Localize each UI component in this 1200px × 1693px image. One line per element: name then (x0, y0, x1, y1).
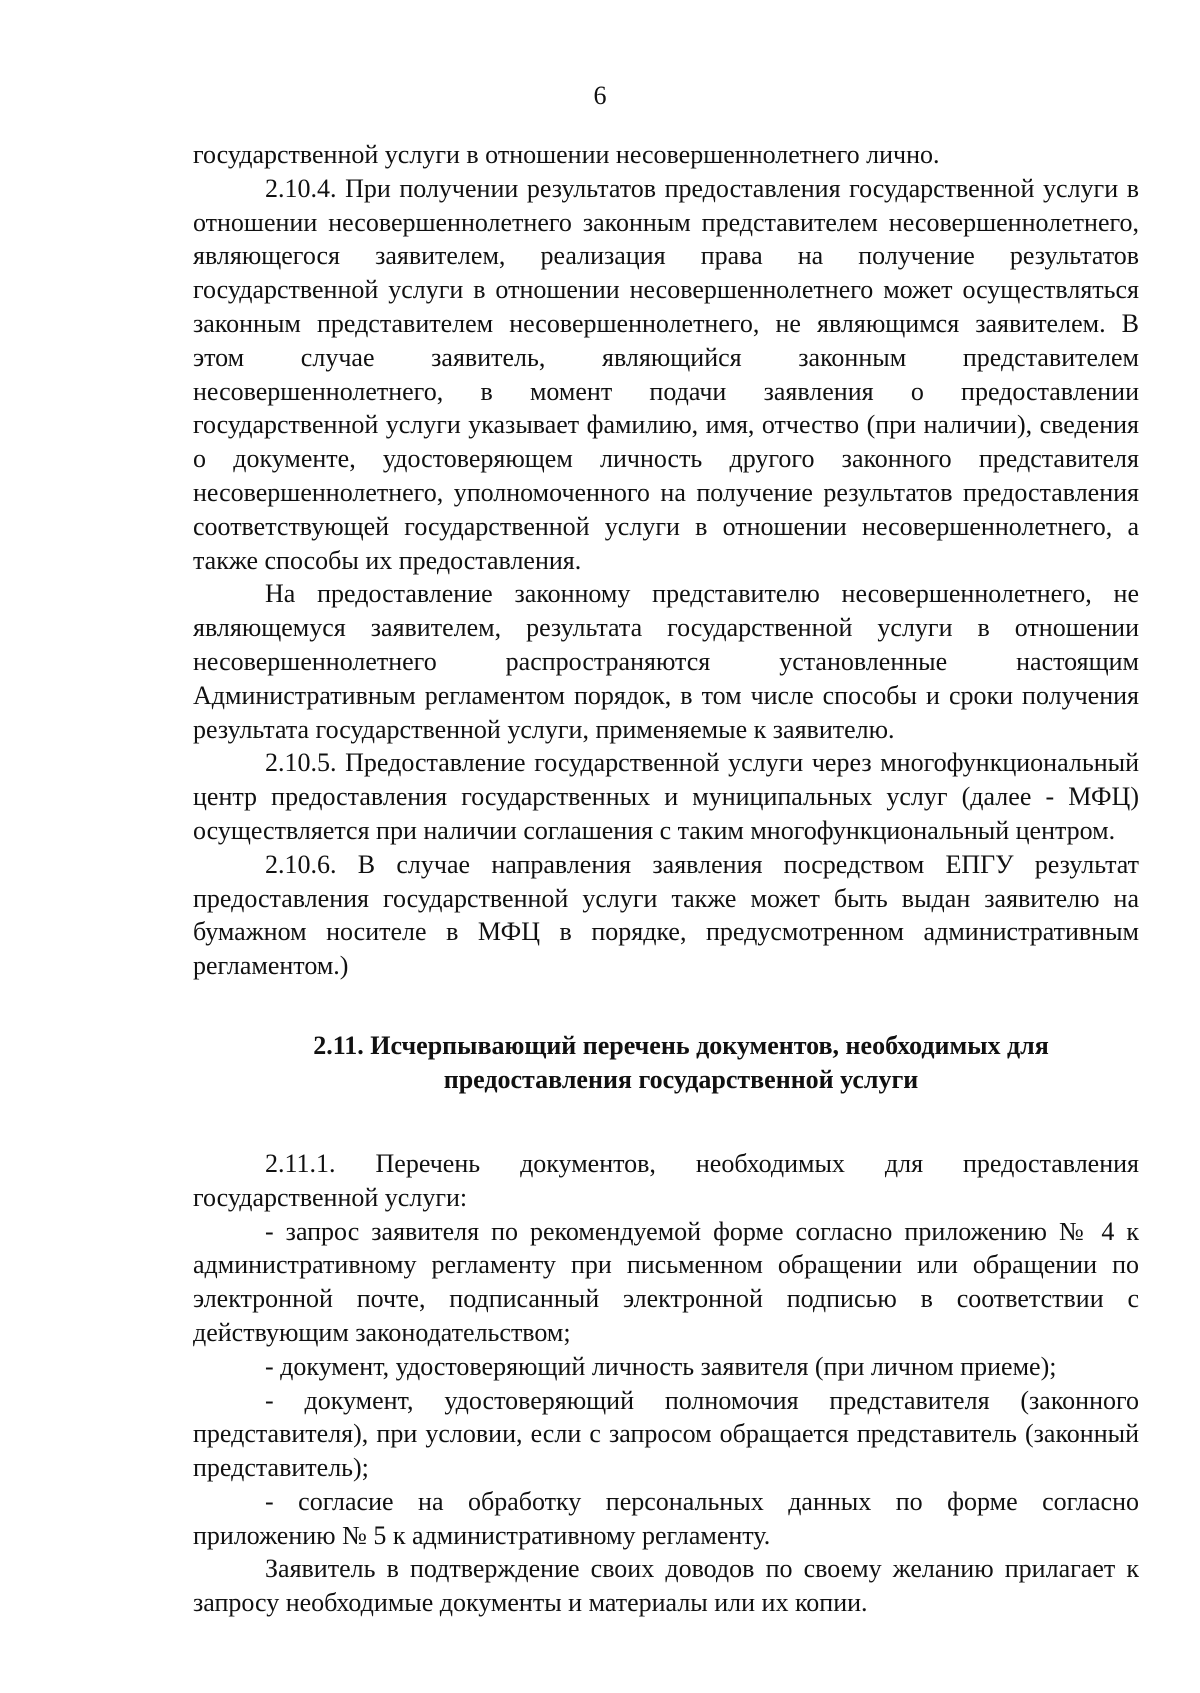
list-item-representative-authority: - документ, удостоверяющий полномочия представителя (законного представителя), при условии, если с запросом обращается представитель (законный представитель); (193, 1385, 1139, 1483)
section-heading-2-11 (193, 1029, 1139, 1097)
page-number: 6 (593, 81, 607, 110)
paragraph-2-10-4: 2.10.4. При получении результатов предоставления государственной услуги в отношении несовершеннолетнего законным представителем несовершеннолетнего, являющегося заявителем, реализация права на получение результатов государственной услуги в отношении несовершеннолетнего может осуществляться законным представителем несовершеннолетнего, не являющимся заявителем. В этом случае заявитель, являющийся законным представителем несовершеннолетнего, в момент подачи заявления о предоставлении государственной услуги указывает фамилию, имя, отчество (при наличии), сведения о документе, удостоверяющем личность другого законного представителя несовершеннолетнего, уполномоченного на получение результатов предоставления соответствующей государственной услуги в отношении несовершеннолетнего, а также способы их предоставления. (193, 173, 1139, 575)
list-item-request: - запрос заявителя по рекомендуемой форме согласно приложению № 4 к административному регламенту при письменном обращении или обращении по электронной почте, подписанный электронной подписью в соответствии с действующим законодательством; (193, 1216, 1139, 1347)
paragraph-applicant-documents: Заявитель в подтверждение своих доводов по своему желанию прилагает к запросу необходимые документы и материалы или их копии. (193, 1554, 1139, 1618)
section-heading-line-1: 2.11. Исчерпывающий перечень документов, необходимых для (313, 1030, 1049, 1060)
section-heading-line-2: предоставления государственной услуги (443, 1064, 919, 1094)
list-item-personal-data-consent: - согласие на обработку персональных данных по форме согласно приложению № 5 к административному регламенту. (193, 1486, 1139, 1550)
list-item-identity-document: - документ, удостоверяющий личность заявителя (при личном приеме); (265, 1351, 1057, 1381)
document-body (193, 138, 1139, 1620)
paragraph-legal-representative: На предоставление законному представителю несовершеннолетнего, не являющемуся заявителем, результата государственной услуги в отношении несовершеннолетнего распространяются установленные настоящим Административным регламентом порядок, в том числе способы и сроки получения результата государственной услуги, применяемые к заявителю. (193, 579, 1139, 744)
paragraph-2-11-1: 2.11.1. Перечень документов, необходимых для предоставления государственной услуги: (193, 1148, 1139, 1212)
paragraph-2-10-5: 2.10.5. Предоставление государственной услуги через многофункциональный центр предоставления государственных и муниципальных услуг (далее - МФЦ) осуществляется при наличии соглашения с таким многофункциональный центром. (193, 748, 1139, 845)
paragraph-continuation: государственной услуги в отношении несовершеннолетнего лично. (193, 140, 940, 169)
paragraph-2-10-6: 2.10.6. В случае направления заявления посредством ЕПГУ результат предоставления государственной услуги также может быть выдан заявителю на бумажном носителе в МФЦ в порядке, предусмотренном административным регламентом.) (193, 849, 1139, 981)
